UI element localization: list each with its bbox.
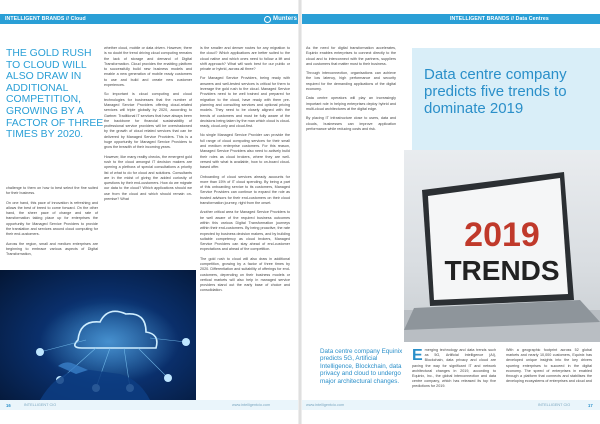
section-header-left — [0, 14, 300, 24]
paragraph: Through interconnection, organisations can achieve the low latency, high performance and security required for the demanding applications of the digital economy. — [306, 71, 396, 92]
right-page — [300, 0, 600, 424]
article-column-right-4: With a geographic footprint across 52 global markets and nearly 10,000 customers, Equinix has developed unique insights into the key drivers spurring enterprises to succeed in the digital economy. The speed of enterprises in enabled through a platform that connects and stabilises the developing ecosystems of enterprises and cloud and — [506, 348, 592, 384]
paragraph: However, like many reality checks, the emergent gold rush to the cloud amongst IT decision makers are opening a plethora of special consultations a priority list of what to do for cloud and solutions. Consultants are in the midst of giving the added curiosity of questions by their end-customers. How do we migrate our data to the cloud? Which applications should we use from the cloud and which should remain on-premise? What — [104, 154, 192, 202]
paragraph: challenge to them on how to best select the fine suited for their business. — [6, 186, 98, 196]
trends-2019-photo — [404, 150, 600, 342]
page-number: 16 — [6, 403, 11, 408]
article-column-1 — [6, 186, 98, 262]
footer-right — [300, 400, 600, 410]
paragraph: So important is cloud computing and cloud technologies for businesses that the number of Managed Service Providers offering cloud-related services will triple globally by 2020, according to Gartner. Traditional IT services that have always been the backbone for financial sustainability of professional service providers will be overshadowed by the growth of cloud related services that can be delivered by Managed Service Providers. This is a huge opportunity for Managed Service Providers to grow the breadth of their incoming years. — [104, 92, 192, 150]
paragraph: For Managed Service Providers, being ready with answers and well-tested services is critical for them to leverage the gold rush to the cloud. Managed Service Providers need to be well trained and prepared for migration to the cloud, have ready with them pre-planning and consulting services and optional pricing models. They need to be closely aligned with the trends of customers and must be fully aware of the decisions being taken by the man which cloud is cloud-ready, cloud-only and cloud-first. — [200, 76, 290, 129]
article-column-right-1 — [306, 46, 396, 136]
paragraph: On one hand, this pace of innovation is refreshing and allows the best of breed to come forward. On the other hand, the sheer pace of change and rate of transformation taking place up for enterprises the opportunity for Managed Service Providers to provide the translation and services around cloud computing for their end-customers. — [6, 200, 98, 237]
cloud-network-illustration — [0, 270, 196, 400]
article-column-3 — [200, 46, 290, 298]
article-headline: Data centre company predicts five trends to dominate 2019 — [424, 66, 567, 117]
page-number: 17 — [588, 403, 593, 408]
image-year-text: 2019 — [464, 216, 540, 254]
paragraph: Data centre operators will play an increasingly important role in helping enterprises deploy hybrid and multi-cloud architectures at the digital edge. — [306, 96, 396, 111]
logo-text: Munters — [273, 16, 298, 22]
paragraph: Across the region, small and medium enterprises are beginning to embrace various aspects of Digital Transformation, — [6, 241, 98, 257]
paragraph: Another critical area for Managed Service Providers to be well aware of the required business outcomes within this various Digital Transformation journeys within their end-customers. By being proactive, the rate expected by business decision makers, and by building suitable competency as cloud brokers, Managed Service Providers can stay ahead of end-customer expectations and ahead of the competition. — [200, 210, 290, 252]
intro-text: merging technology and data trends such as 5G, Artificial Intelligence (AI), Blockchain, data privacy and cloud are paving the way for significant IT and network architectural changes in 2019, according to Equinix, Inc., the global interconnection and data centre company, which has released its top five predictions for 2019. — [412, 348, 496, 389]
paragraph: The gold rush to cloud will also draw in additional competition, growing by a factor of three times by 2020. Differentiation and suitability of offerings for end-customers, depending on their business models or vertical markets will also help in managed service providers stand out the early base of choice and consolidation. — [200, 256, 290, 293]
article-intro — [412, 348, 496, 390]
spread-gutter — [298, 0, 302, 424]
brand-logo — [264, 14, 297, 24]
section-label-left: INTELLIGENT BRANDS // Cloud — [5, 16, 86, 22]
magazine-name: INTELLIGENT CIO — [24, 403, 57, 407]
footer-left — [0, 400, 300, 410]
website-url: www.intelligentcio.com — [232, 403, 271, 407]
logo-icon — [264, 16, 271, 23]
drop-cap: E — [412, 347, 423, 364]
paragraph: No single Managed Service Provider can provide the full range of cloud computing services for their small and medium enterprise customers. For this reason, Managed Service Providers also need to actively build their roles as cloud brokers, where they are well-versed with what is available, how to on-board cloud-based offer. — [200, 133, 290, 170]
headline-panel — [412, 48, 600, 150]
paragraph: By placing IT infrastructure close to users, data and clouds, businesses can improve application performance while reducing costs and risk. — [306, 116, 396, 131]
article-column-2 — [104, 46, 192, 206]
paragraph: As the need for digital transformation accelerates, Equinix enables enterprises to connect directly to the cloud and to interconnect with the partners, suppliers and customers that matter most to their business. — [306, 46, 396, 66]
paragraph: Onboarding of cloud services already accounts for more than 15% of IT cloud spending. By being a part of this onboarding service to its customers, Managed Service Providers can continue to expand the role as trusted advisors for their end-customers on their cloud transformation journey, right from the onset. — [200, 174, 290, 206]
image-trends-text: TRENDS — [444, 255, 560, 286]
website-url: www.intelligentcio.com — [306, 403, 345, 407]
section-header-right — [300, 14, 600, 24]
paragraph: is the smaller and denser routes for any migration to the cloud? Which applications are better suited to the cloud native and which ones need to follow a lift and shift approach? What will work best for our public or private or hybrid, across all three? — [200, 46, 290, 72]
cloud-computing-image — [0, 270, 196, 400]
section-label-right: INTELLIGENT BRANDS // Data Centres — [450, 16, 549, 22]
pull-quote: THE GOLD RUSH TO CLOUD WILL ALSO DRAW IN ADDITIONAL COMPETITION, GROWING BY A FACTOR OF THREE TIMES BY 2020. — [6, 48, 104, 141]
laptop-illustration — [404, 150, 600, 342]
paragraph: whether cloud, mobile or data driven. However, there is no doubt the trend driving cloud computing remains the lack of storage and demand of Digital Transformation. Cloud provides the enabling platform to successfully build new business models and enable a new generation of mobile ready customers to use and build and create new customer experiences. — [104, 46, 192, 88]
standfirst: Data centre company Equinix predicts 5G, Artificial Intelligence, Blockchain, data privacy and cloud to undergo major architectural changes. — [320, 348, 403, 385]
magazine-name: INTELLIGENT CIO — [538, 403, 571, 407]
